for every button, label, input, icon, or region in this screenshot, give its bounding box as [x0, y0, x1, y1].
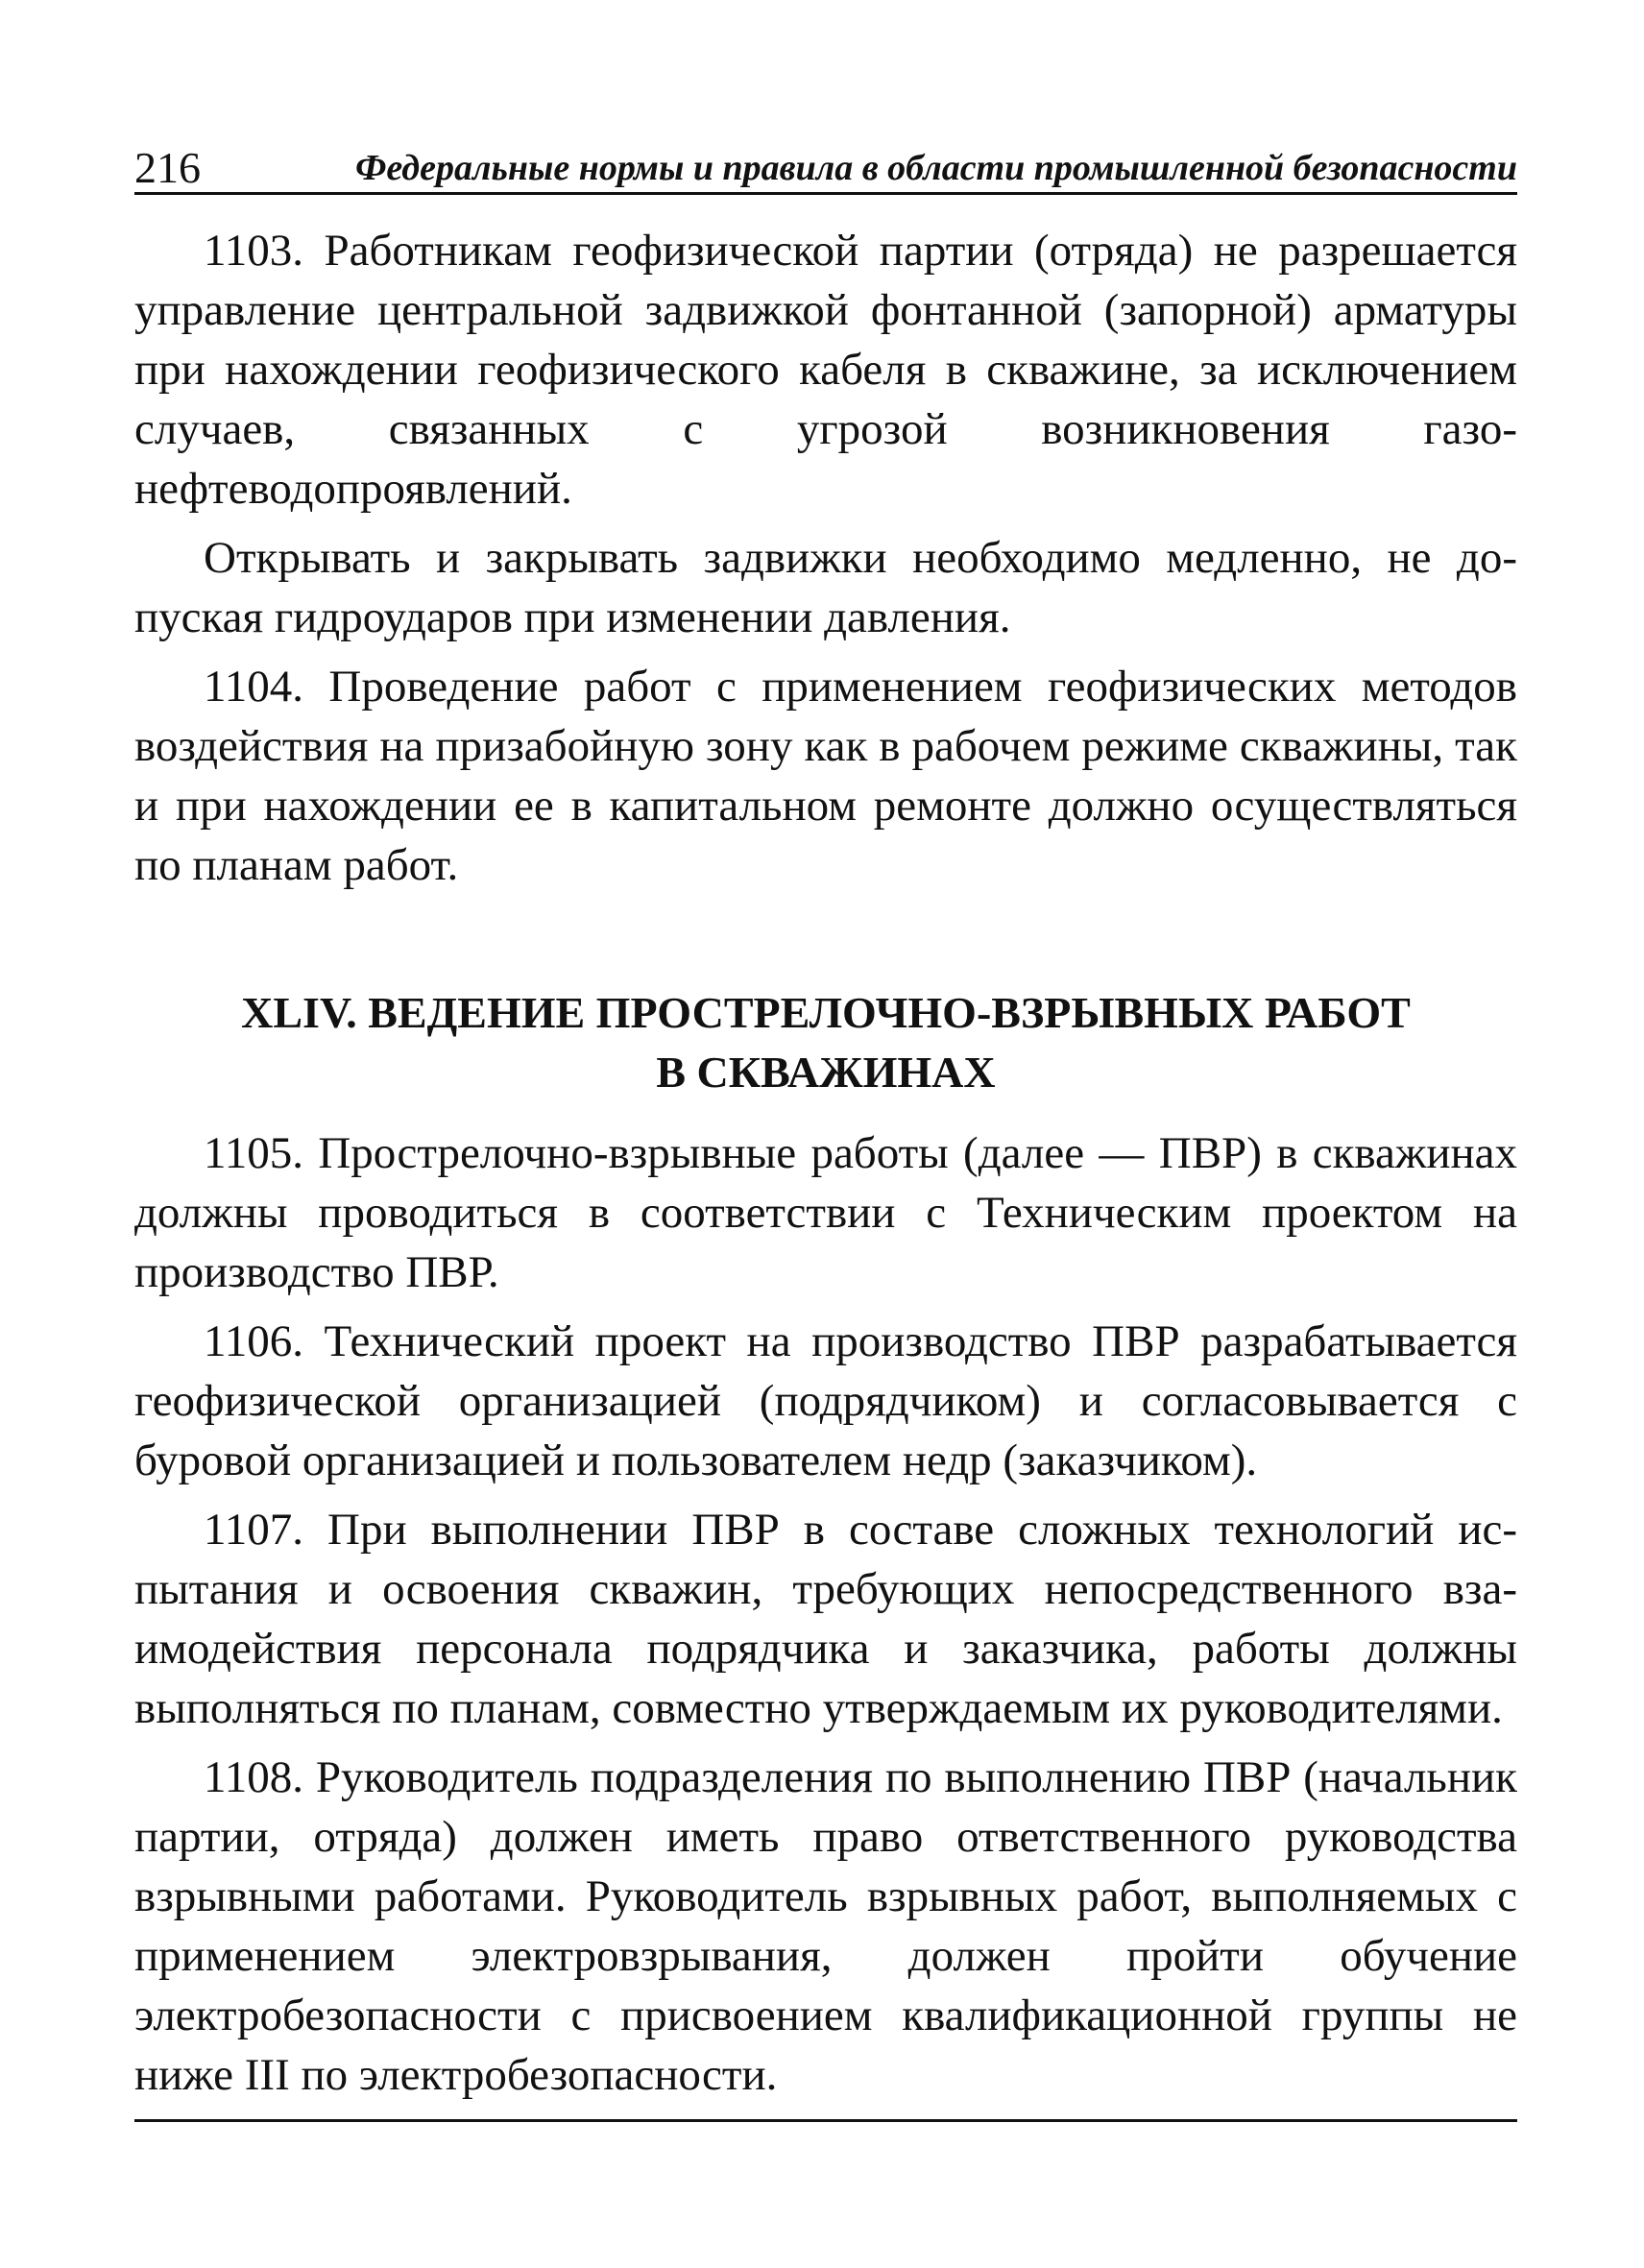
section-heading-line-1: XLIV. ВЕДЕНИЕ ПРОСТРЕЛОЧНО-ВЗРЫВНЫХ РАБОТ: [241, 988, 1411, 1037]
footer-divider: [134, 2119, 1517, 2122]
page-body: [134, 221, 1517, 2105]
paragraph-1107: 1107. При выполнении ПВР в составе сложных технологий испытания и освоения скважин, требующих непосредственного взаимодействия персонала подрядчика и заказчика, работы должны выполняться по планам, совместно утверждаемым их руководителями.: [134, 1505, 1517, 1733]
paragraph-1103: 1103. Работникам геофизической партии (отряда) не разрешается управление центральной задвижкой фонтанной (запорной) арматуры при нахождении геофизического кабеля в скважине, за исключением случаев, связанных с угрозой возникновения газонефтеводопроявлений.: [134, 226, 1517, 514]
paragraph-1104: 1104. Проведение работ с применением геофизических методов воздействия на призабойную зону как в рабочем режиме скважины, так и при нахождении ее в капитальном ремонте должно осуществляться по планам работ.: [134, 662, 1517, 890]
running-title: Федеральные нормы и правила в области промышленной безопасности: [355, 148, 1517, 188]
section-heading-line-2: В СКВАЖИНАХ: [656, 1048, 996, 1097]
paragraph-1108: 1108. Руководитель подразделения по выполнению ПВР (начальник партии, отряда) должен иметь право ответственного руководства взрывными работами. Руководитель взрывных работ, выполняемых с применением электровзрывания, должен пройти обучение электробезопасности с присвоением квалификационной группы не ниже III по электробезопасности.: [134, 1752, 1517, 2100]
section-heading: [134, 983, 1517, 1102]
paragraph-1106: 1106. Технический проект на производство ПВР разрабатывается геофизической организацией (подрядчиком) и согласовывается с буровой организацией и пользователем недр (заказчиком).: [134, 1316, 1517, 1485]
page-header: [134, 134, 1517, 195]
document-page: [134, 0, 1517, 2268]
paragraph-valves: Открывать и закрывать задвижки необходимо медленно, не допуская гидроударов при изменении давления.: [134, 533, 1517, 642]
paragraph-1105: 1105. Прострелочно-взрывные работы (далее — ПВР) в скважинах должны проводиться в соответствии с Техническим проектом на производство ПВР.: [134, 1128, 1517, 1297]
page-number: 216: [134, 143, 201, 192]
